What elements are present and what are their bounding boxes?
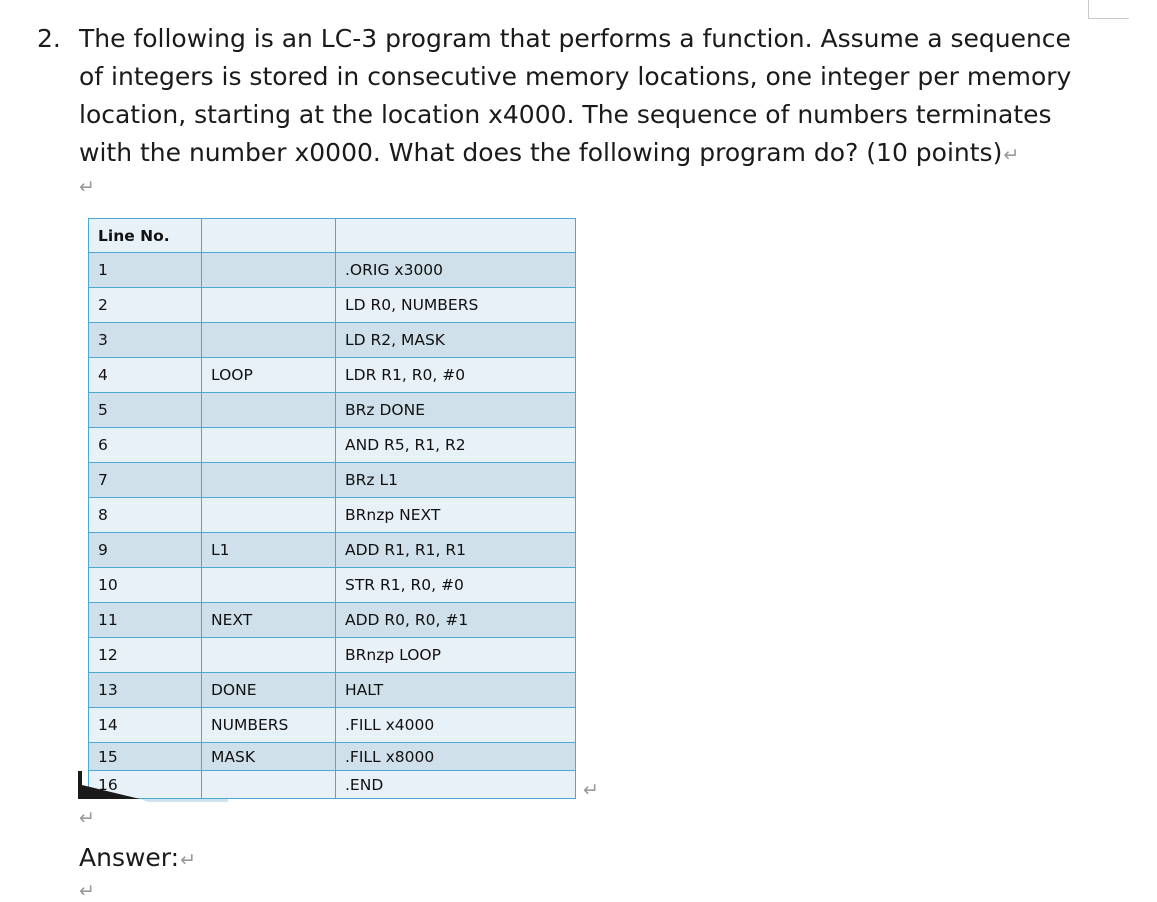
label-cell — [202, 568, 336, 603]
instruction-cell: LD R0, NUMBERS — [336, 288, 576, 323]
label-cell — [202, 323, 336, 358]
line-number-cell: 1 — [89, 253, 202, 288]
instruction-cell: AND R5, R1, R2 — [336, 428, 576, 463]
table-row — [89, 358, 576, 393]
header-line-no: Line No. — [89, 219, 202, 253]
question-body: The following is an LC-3 program that performs a function. Assume a sequence of integers is stored in consecutive memory locations, one integer per memory location, starting at the location x4000. The sequence of numbers terminates with the number x0000. What does the following program do? (10 points) — [79, 24, 1072, 167]
page-corner-mark — [1088, 0, 1129, 19]
label-cell — [202, 498, 336, 533]
table-row — [89, 638, 576, 673]
table-row — [89, 393, 576, 428]
line-number-cell: 10 — [89, 568, 202, 603]
header-label — [202, 219, 336, 253]
paragraph-mark-icon: ↵ — [1003, 144, 1020, 166]
label-cell — [202, 288, 336, 323]
line-number-cell: 8 — [89, 498, 202, 533]
label-cell: NEXT — [202, 603, 336, 638]
label-cell: LOOP — [202, 358, 336, 393]
instruction-cell: BRz L1 — [336, 463, 576, 498]
line-number-cell: 14 — [89, 708, 202, 743]
line-number-cell: 16 — [89, 771, 202, 799]
table-row — [89, 743, 576, 771]
line-number-cell: 7 — [89, 463, 202, 498]
line-number-cell: 6 — [89, 428, 202, 463]
paragraph-mark-icon: ↵ — [583, 779, 599, 801]
instruction-cell: .FILL x4000 — [336, 708, 576, 743]
table-row — [89, 428, 576, 463]
line-number-cell: 11 — [89, 603, 202, 638]
label-cell — [202, 428, 336, 463]
code-table — [88, 218, 576, 799]
instruction-cell: BRnzp NEXT — [336, 498, 576, 533]
instruction-cell: BRz DONE — [336, 393, 576, 428]
instruction-cell: LD R2, MASK — [336, 323, 576, 358]
instruction-cell: HALT — [336, 673, 576, 708]
paragraph-mark-icon: ↵ — [79, 176, 95, 198]
table-row — [89, 568, 576, 603]
table-row — [89, 498, 576, 533]
instruction-cell: ADD R1, R1, R1 — [336, 533, 576, 568]
table-row — [89, 253, 576, 288]
table-row — [89, 288, 576, 323]
question-text — [79, 20, 1079, 174]
paragraph-mark-icon: ↵ — [79, 880, 95, 902]
label-cell: MASK — [202, 743, 336, 771]
line-number-cell: 12 — [89, 638, 202, 673]
table-header-row — [89, 219, 576, 253]
question-number: 2. — [37, 24, 61, 53]
paragraph-mark-icon: ↵ — [79, 807, 95, 829]
table-row — [89, 673, 576, 708]
answer-label — [79, 840, 196, 878]
label-cell: NUMBERS — [202, 708, 336, 743]
label-cell — [202, 253, 336, 288]
shape-fragment — [78, 771, 228, 803]
line-number-cell: 13 — [89, 673, 202, 708]
label-cell — [202, 393, 336, 428]
label-cell — [202, 463, 336, 498]
instruction-cell: .END — [336, 771, 576, 799]
header-instruction — [336, 219, 576, 253]
instruction-cell: .FILL x8000 — [336, 743, 576, 771]
line-number-cell: 15 — [89, 743, 202, 771]
line-number-cell: 2 — [89, 288, 202, 323]
table-row — [89, 533, 576, 568]
line-number-cell: 5 — [89, 393, 202, 428]
paragraph-mark-icon: ↵ — [180, 849, 196, 871]
label-cell: DONE — [202, 673, 336, 708]
table-row — [89, 463, 576, 498]
table-row — [89, 708, 576, 743]
instruction-cell: .ORIG x3000 — [336, 253, 576, 288]
table-row — [89, 323, 576, 358]
label-cell: L1 — [202, 533, 336, 568]
instruction-cell: ADD R0, R0, #1 — [336, 603, 576, 638]
instruction-cell: BRnzp LOOP — [336, 638, 576, 673]
instruction-cell: LDR R1, R0, #0 — [336, 358, 576, 393]
answer-text: Answer: — [79, 843, 180, 872]
line-number-cell: 9 — [89, 533, 202, 568]
instruction-cell: STR R1, R0, #0 — [336, 568, 576, 603]
line-number-cell: 3 — [89, 323, 202, 358]
label-cell — [202, 638, 336, 673]
line-number-cell: 4 — [89, 358, 202, 393]
table-row — [89, 603, 576, 638]
